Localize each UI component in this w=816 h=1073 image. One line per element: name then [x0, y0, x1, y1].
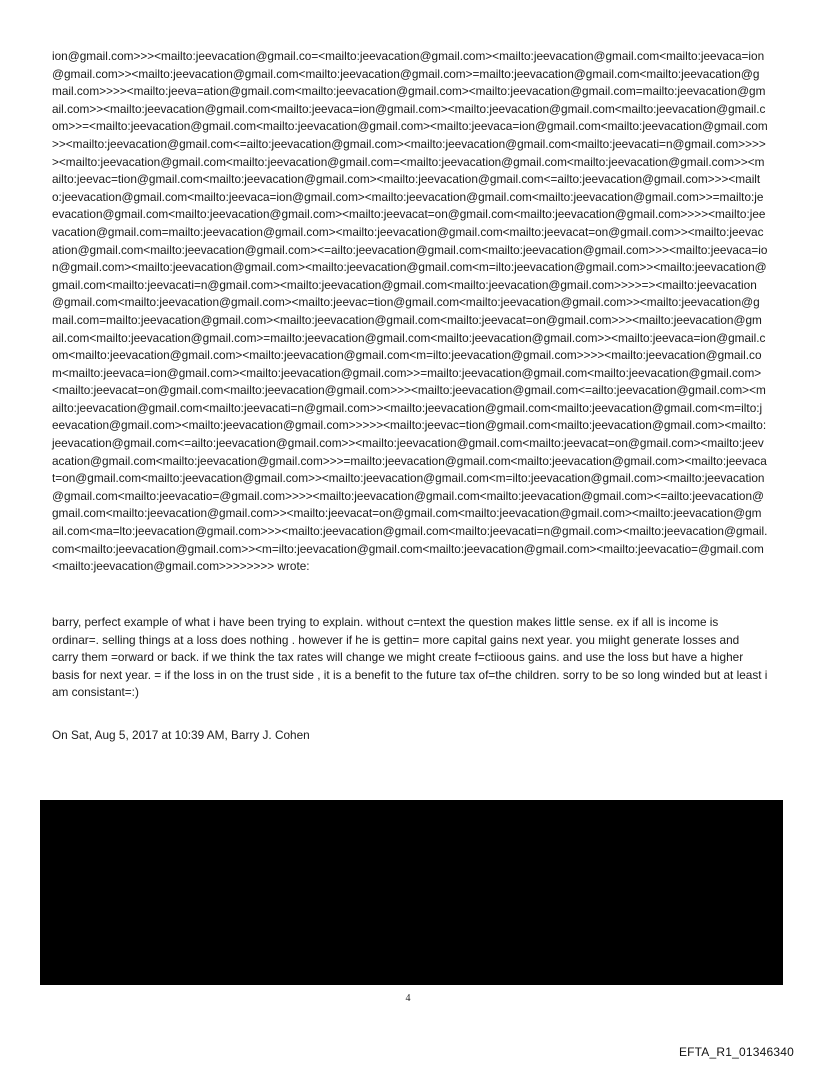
quoted-address-header: ion@gmail.com>>><mailto:jeevacation@gmail.co=<mailto:jeevacation@gmail.com><mailto:jeevacation@gmail.com<mailto:jeevaca=ion@gmail.com>><mailto:jeevacation@gmail.com<mailto:jeevacation@gmail.com>=mailto:jeevacation@gmail.com<mailto:jeevacation@gmail.com>>>><mailto:jeeva=ation@gmail.com<mailto:jeevacation@gmail.com><mailto:jeevacation@gmail.com=mailto:jeevacation@gmail.com>><mailto:jeevacation@gmail.com<mailto:jeevaca=ion@gmail.com><mailto:jeevacation@gmail.com<mailto:jeevacation@gmail.com>>=<mailto:jeevacation@gmail.com<mailto:jeevacation@gmail.com><mailto:jeevaca=ion@gmail.com<mailto:jeevacation@gmail.com>><mailto:jeevacation@gmail.com<=ailto:jeevacation@gmail.com><mailto:jeevacation@gmail.com<mailto:jeevacati=n@gmail.com>>>>><mailto:jeevacation@gmail.com<mailto:jeevacation@gmail.com=<mailto:jeevacation@gmail.com<mailto:jeevacation@gmail.com>><mailto:jeevac=tion@gmail.com<mailto:jeevacation@gmail.com><mailto:jeevacation@gmail.com<=ailto:jeevacation@gmail.com>>><mailto:jeevacation@gmail.com<mailto:jeevaca=ion@gmail.com><mailto:jeevacation@gmail.com<mailto:jeevacation@gmail.com>>=mailto:jeevacation@gmail.com<mailto:jeevacation@gmail.com><mailto:jeevacat=on@gmail.com<mailto:jeevacation@gmail.com>>>><mailto:jeevacation@gmail.com=mailto:jeevacation@gmail.com><mailto:jeevacation@gmail.com<mailto:jeevacat=on@gmail.com>><mailto:jeevacation@gmail.com<mailto:jeevacation@gmail.com><=ailto:jeevacation@gmail.com<mailto:jeevacation@gmail.com>>><mailto:jeevaca=ion@gmail.com><mailto:jeevacation@gmail.com><mailto:jeevacation@gmail.com<m=ilto:jeevacation@gmail.com>><mailto:jeevacation@gmail.com<mailto:jeevacati=n@gmail.com><mailto:jeevacation@gmail.com<mailto:jeevacation@gmail.com>>>>=><mailto:jeevacation@gmail.com<mailto:jeevacation@gmail.com><mailto:jeevac=tion@gmail.com<mailto:jeevacation@gmail.com>><mailto:jeevacation@gmail.com=mailto:jeevacation@gmail.com><mailto:jeevacation@gmail.com<mailto:jeevacat=on@gmail.com>>><mailto:jeevacation@gmail.com<mailto:jeevacation@gmail.com>=mailto:jeevacation@gmail.com<mailto:jeevacation@gmail.com>><mailto:jeevaca=ion@gmail.com<mailto:jeevacation@gmail.com><mailto:jeevacation@gmail.com<m=ilto:jeevacation@gmail.com>>>><mailto:jeevacation@gmail.com<mailto:jeevaca=ion@gmail.com><mailto:jeevacation@gmail.com>>=mailto:jeevacation@gmail.com<mailto:jeevacation@gmail.com><mailto:jeevacat=on@gmail.com<mailto:jeevacation@gmail.com>>><mailto:jeevacation@gmail.com<=ailto:jeevacation@gmail.com><mailto:jeevacation@gmail.com<mailto:jeevacati=n@gmail.com>><mailto:jeevacation@gmail.com<mailto:jeevacation@gmail.com<m=ilto:jeevacation@gmail.com><mailto:jeevacation@gmail.com>>>>><mailto:jeevac=tion@gmail.com<mailto:jeevacation@gmail.com><mailto:jeevacation@gmail.com<=ailto:jeevacation@gmail.com>><mailto:jeevacation@gmail.com<mailto:jeevacat=on@gmail.com><mailto:jeevacation@gmail.com<mailto:jeevacation@gmail.com>>>=mailto:jeevacation@gmail.com<mailto:jeevacation@gmail.com><mailto:jeevacat=on@gmail.com<mailto:jeevacation@gmail.com>><mailto:jeevacation@gmail.com<m=ilto:jeevacation@gmail.com><mailto:jeevacation@gmail.com<mailto:jeevacatio=@gmail.com>>>><mailto:jeevacation@gmail.com<mailto:jeevacation@gmail.com><=ailto:jeevacation@gmail.com<mailto:jeevacation@gmail.com>><mailto:jeevacat=on@gmail.com<mailto:jeevacation@gmail.com><mailto:jeevacation@gmail.com<ma=lto:jeevacation@gmail.com>>><mailto:jeevacation@gmail.com<mailto:jeevacati=n@gmail.com><mailto:jeevacation@gmail.com<mailto:jeevacation@gmail.com>><m=ilto:jeevacation@gmail.com<mailto:jeevacation@gmail.com><mailto:jeevacatio=@gmail.com<mailto:jeevacation@gmail.com>>>>>>>> wrote: — [52, 49, 768, 574]
reply-attribution-line: On Sat, Aug 5, 2017 at 10:39 AM, Barry J. Cohen — [52, 728, 310, 742]
document-id: EFTA_R1_01346340 — [678, 1045, 794, 1059]
page-number: 4 — [405, 993, 411, 1004]
email-message-body: barry, perfect example of what i have been trying to explain. without c=ntext the question makes little sense. ex if all is income is ordinar=. selling things at a loss does nothing . however if he is gettin= more capital gains next year. you miight generate losses and carry them =orward or back. if we think the tax rates will change we might create f=ctiioous gains. and use the loss but have a higher basis for next year. = if the loss in on the trust side , it is a benefit to the future tax of=the children. sorry to be so long winded but at least i am consistant=:) — [52, 615, 768, 700]
redaction-box — [40, 800, 783, 985]
